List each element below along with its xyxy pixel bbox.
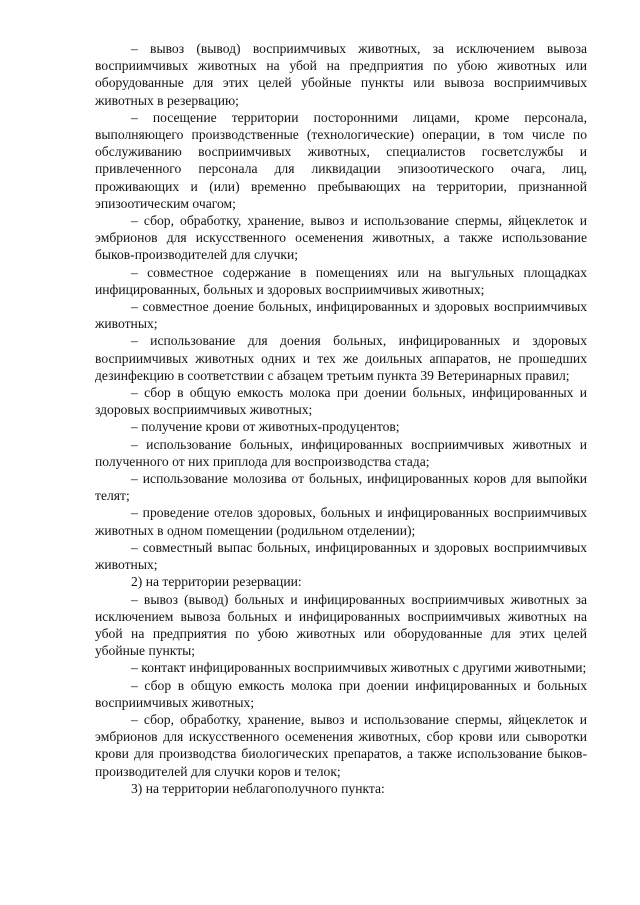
paragraph-9: – использование больных, инфицированных восприимчивых животных и полученного от них приплода для воспроизводства стада; [95,436,587,469]
paragraph-11: – проведение отелов здоровых, больных и инфицированных восприимчивых животных в одном помещении (родильном отделении); [95,505,587,538]
paragraph-16: – сбор в общую емкость молока при доении инфицированных и больных восприимчивых животных; [95,677,587,710]
document-page [95,40,587,797]
paragraph-8: – получение крови от животных-продуцентов; [131,419,400,435]
paragraph-3: – сбор, обработку, хранение, вывоз и использование спермы, яйцеклеток и эмбрионов для искусственного осеменения животных, а также использование быков-производителей для случки; [95,213,587,263]
paragraph-10: – использование молозива от больных, инфицированных коров для выпойки телят; [95,471,587,504]
paragraph-5: – совместное доение больных, инфицированных и здоровых восприимчивых животных; [95,299,587,332]
paragraph-17: – сбор, обработку, хранение, вывоз и использование спермы, яйцеклеток и эмбрионов для искусственного осеменения животных, сбор крови или сыворотки крови для производства биологических препаратов, а также использование быков-производителей для случки коров и телок; [95,711,587,779]
paragraph-4: – совместное содержание в помещениях или на выгульных площадках инфицированных, больных и здоровых восприимчивых животных; [95,264,587,297]
paragraph-15: – контакт инфицированных восприимчивых животных с другими животными; [131,660,587,676]
section-heading-unfavorable-point: 3) на территории неблагополучного пункта: [131,780,385,796]
paragraph-14: – вывоз (вывод) больных и инфицированных восприимчивых животных за исключением вывоза больных и инфицированных восприимчивых животных на убой на предприятия по убою животных или оборудованные для этих целей убойные пункты; [95,591,587,659]
paragraph-12: – совместный выпас больных, инфицированных и здоровых восприимчивых животных; [95,539,587,573]
paragraph-2: – посещение территории посторонними лицами, кроме персонала, выполняющего производственные (технологические) операции, в том числе по обслуживанию восприимчивых животных, специалистов госветслужбы и привлеченного персонала для ликвидации эпизоотического очага, лиц, проживающих и (или) временно пребывающих на территории, признанной эпизоотическим очагом; [95,109,587,211]
section-heading-reservation: 2) на территории резервации: [131,574,302,590]
paragraph-7: – сбор в общую емкость молока при доении больных, инфицированных и здоровых восприимчивых животных; [95,385,587,418]
paragraph-1: – вывоз (вывод) восприимчивых животных, за исключением вывоза восприимчивых животных на убой на предприятия по убою животных или оборудованные для этих целей убойные пункты или вывоза восприимчивых животных в резервацию; [95,41,587,108]
paragraph-6: – использование для доения больных, инфицированных и здоровых восприимчивых животных одних и тех же доильных аппаратов, не прошедших дезинфекцию в соответствии с абзацем третьим пункта 39 Ветеринарных правил; [95,333,587,383]
